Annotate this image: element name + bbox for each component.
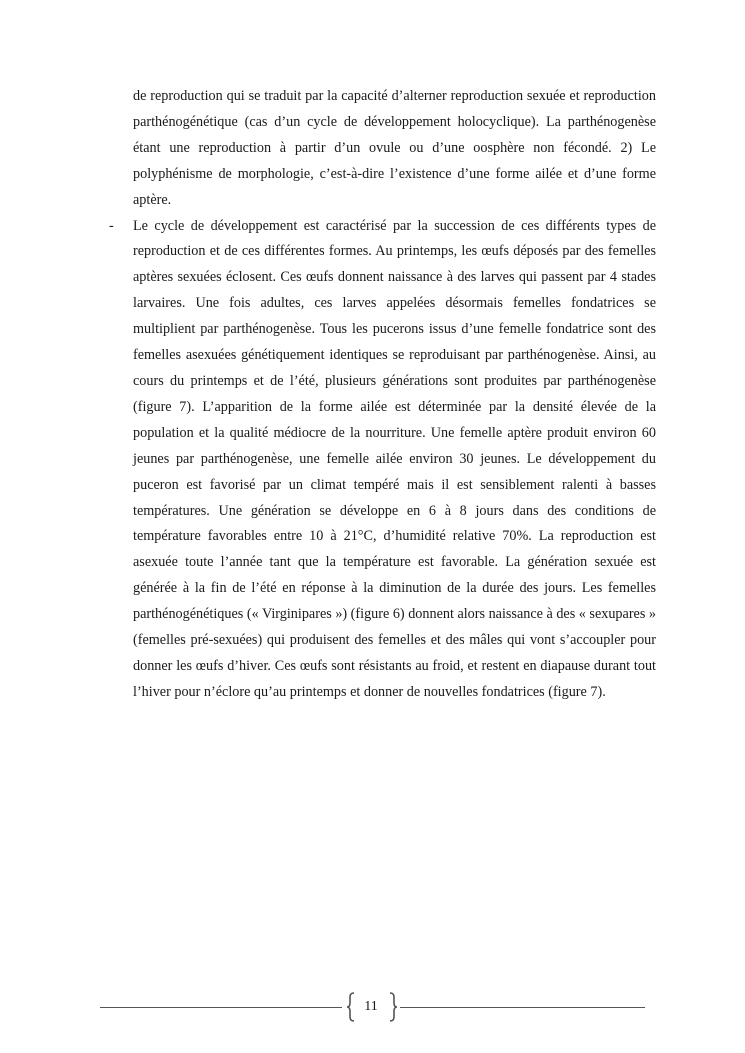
footer-rule-left <box>100 1007 342 1008</box>
bullet-marker: - <box>109 217 114 234</box>
bullet-paragraph: Le cycle de développement est caractérisé par la succession de ces différents types de reproduction et de ces différentes formes. Au printemps, les œufs déposés par des femelles aptères sexuées éclosent. Ces œufs donnent naissance à des larves qui passent par 4 stades larvaires. Une fois adultes, ces larves appelées désormais femelles fondatrices se multiplient par parthénogenèse. Tous les pucerons issus d’une femelle fondatrice sont des femelles asexuées génétiquement identiques se reproduisant par parthénogenèse. Ainsi, au cours du printemps et de l’été, plusieurs générations sont produites par parthénogenèse (figure 7). L’apparition de la forme ailée est déterminée par la densité élevée de la population et la qualité médiocre de la nourriture. Une femelle aptère produit environ 60 jeunes par parthénogenèse, une femelle ailée environ 30 jeunes. Le développement du puceron est favorisé par un climat tempéré mais il est sensiblement ralenti à basses températures. Une génération se développe en 6 à 8 jours dans des conditions de température favorables entre 10 à 21°C, d’humidité relative 70%. La reproduction est asexuée toute l’année tant que la température est favorable. La génération sexuée est générée à la fin de l’été en réponse à la diminution de la durée des jours. Les femelles parthénogénétiques (« Virginipares ») (figure 6) donnent alors naissance à des « sexupares » (femelles pré-sexuées) qui produisent des femelles et des mâles qui vont s’accoupler pour donner les œufs d’hiver. Ces œufs sont résistants au froid, et restent en diapause durant tout l’hiver pour n’éclore qu’au printemps et donner de nouvelles fondatrices (figure 7). <box>133 217 657 700</box>
page-footer <box>100 992 645 1024</box>
footer-rule-right <box>400 1007 645 1008</box>
page-number: 11 <box>364 999 378 1014</box>
right-brace-icon <box>388 992 398 1022</box>
continuation-paragraph: de reproduction qui se traduit par la capacité d’alterner reproduction sexuée et reproduction parthénogénétique (cas d’un cycle de développement holocyclique). La parthénogenèse étant une reproduction à partir d’un ovule ou d’une oosphère non fécondé. 2) Le polyphénisme de morphologie, c’est-à-dire l’existence d’une forme ailée et d’une forme aptère. <box>133 88 656 208</box>
bullet-item <box>106 214 656 706</box>
body-text <box>106 84 656 706</box>
